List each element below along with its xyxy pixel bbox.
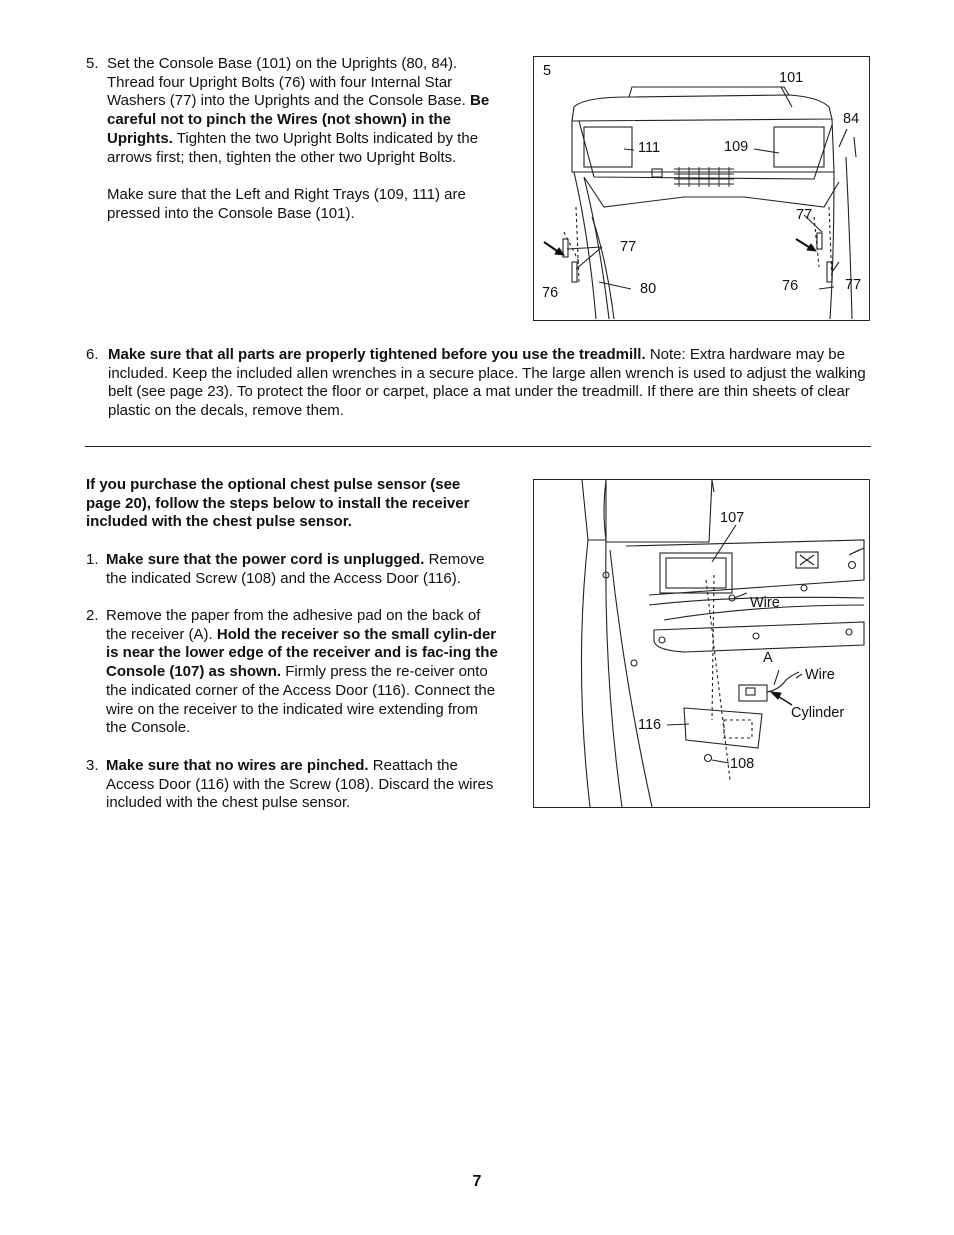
step-5-text (107, 55, 499, 167)
label-80: 80 (640, 281, 657, 297)
opt-step-3-number: 3. (86, 757, 99, 774)
step-5-note: Make sure that the Left and Right Trays (109, 111) are pressed into the Console Base (101). (107, 186, 466, 222)
opt-step-1-body: Remove the indicated Screw (108) and the Access Door (116). (106, 551, 485, 587)
step-6-number: 6. (86, 346, 99, 363)
receiver-install-illustration (534, 480, 871, 809)
step-6-text (108, 346, 868, 421)
label-108: 108 (730, 756, 755, 772)
step-5-warning: Be careful not to pinch the Wires (not shown) in the Uprights. (107, 92, 490, 147)
opt-step-2-text (106, 607, 498, 738)
label-76-left: 76 (542, 285, 559, 301)
step-5-text-b: Tighten the two Upright Bolts indicated by the arrows first; then, tighten the other two Upright Bolts. (107, 129, 479, 166)
step-6-body: Note: Extra hardware may be included. Keep the included allen wrenches in a secure place. The large allen wrench is used to adjust the walking belt (see page 23). To protect the floor or carpet, place a mat under the treadmill. If there are thin sheets of clear plastic on the decals, remove them. (108, 346, 866, 420)
label-111: 111 (638, 140, 661, 156)
label-101: 101 (779, 70, 804, 86)
step-6-warning: Make sure that all parts are properly tightened before you use the treadmill. (108, 346, 646, 363)
opt-step-2-number: 2. (86, 607, 99, 624)
label-107: 107 (720, 510, 745, 526)
opt-step-1-text (106, 551, 502, 588)
figure-step-5 (533, 56, 870, 321)
opt-step-3-warning: Make sure that no wires are pinched. (106, 757, 369, 774)
label-wire-console: Wire (750, 595, 780, 611)
label-cylinder: Cylinder (791, 705, 845, 721)
section-divider (85, 446, 871, 447)
label-77-left: 77 (620, 239, 637, 255)
label-77-right-upper: 77 (796, 207, 813, 223)
opt-step-1-warning: Make sure that the power cord is unplugged. (106, 551, 425, 568)
page-number: 7 (472, 1173, 482, 1190)
opt-step-3-body: Reattach the Access Door (116) with the Screw (108). Discard the wires included with the chest pulse sensor. (106, 757, 494, 812)
opt-step-2-text-a: Remove the paper from the adhesive pad on the back of the receiver (A). (106, 607, 481, 643)
label-wire-receiver: Wire (805, 667, 835, 683)
opt-step-2-warning: Hold the receiver so the small cylin-der is near the lower edge of the receiver and is fac-ing the Console (107) as shown. (106, 625, 498, 681)
opt-step-1-number: 1. (86, 551, 99, 568)
step-5-text-a: Set the Console Base (101) on the Uprights (80, 84). Thread four Upright Bolts (76) with four Internal Star Washers (77) into the Uprights and the Console Base. (107, 55, 466, 110)
opt-step-2-text-b: Firmly press the re-ceiver onto the indicated corner of the Access Door (116). Connect the wire on the receiver to the indicated wire extending from the Console. (106, 663, 496, 737)
opt-step-3-text (106, 757, 506, 813)
label-76-right: 76 (782, 278, 799, 294)
label-109: 109 (724, 139, 749, 155)
label-116: 116 (638, 717, 662, 733)
step-5-number: 5. (86, 55, 99, 72)
label-receiver-a: A (763, 650, 773, 666)
optional-intro: If you purchase the optional chest pulse sensor (see page 20), follow the steps below to install the receiver included with the chest pulse sensor. (86, 476, 470, 531)
console-base-illustration (534, 57, 871, 322)
figure-step-label: 5 (543, 63, 552, 79)
figure-chest-pulse-receiver (533, 479, 870, 808)
label-84: 84 (843, 111, 860, 127)
label-77-right-lower: 77 (845, 277, 862, 293)
